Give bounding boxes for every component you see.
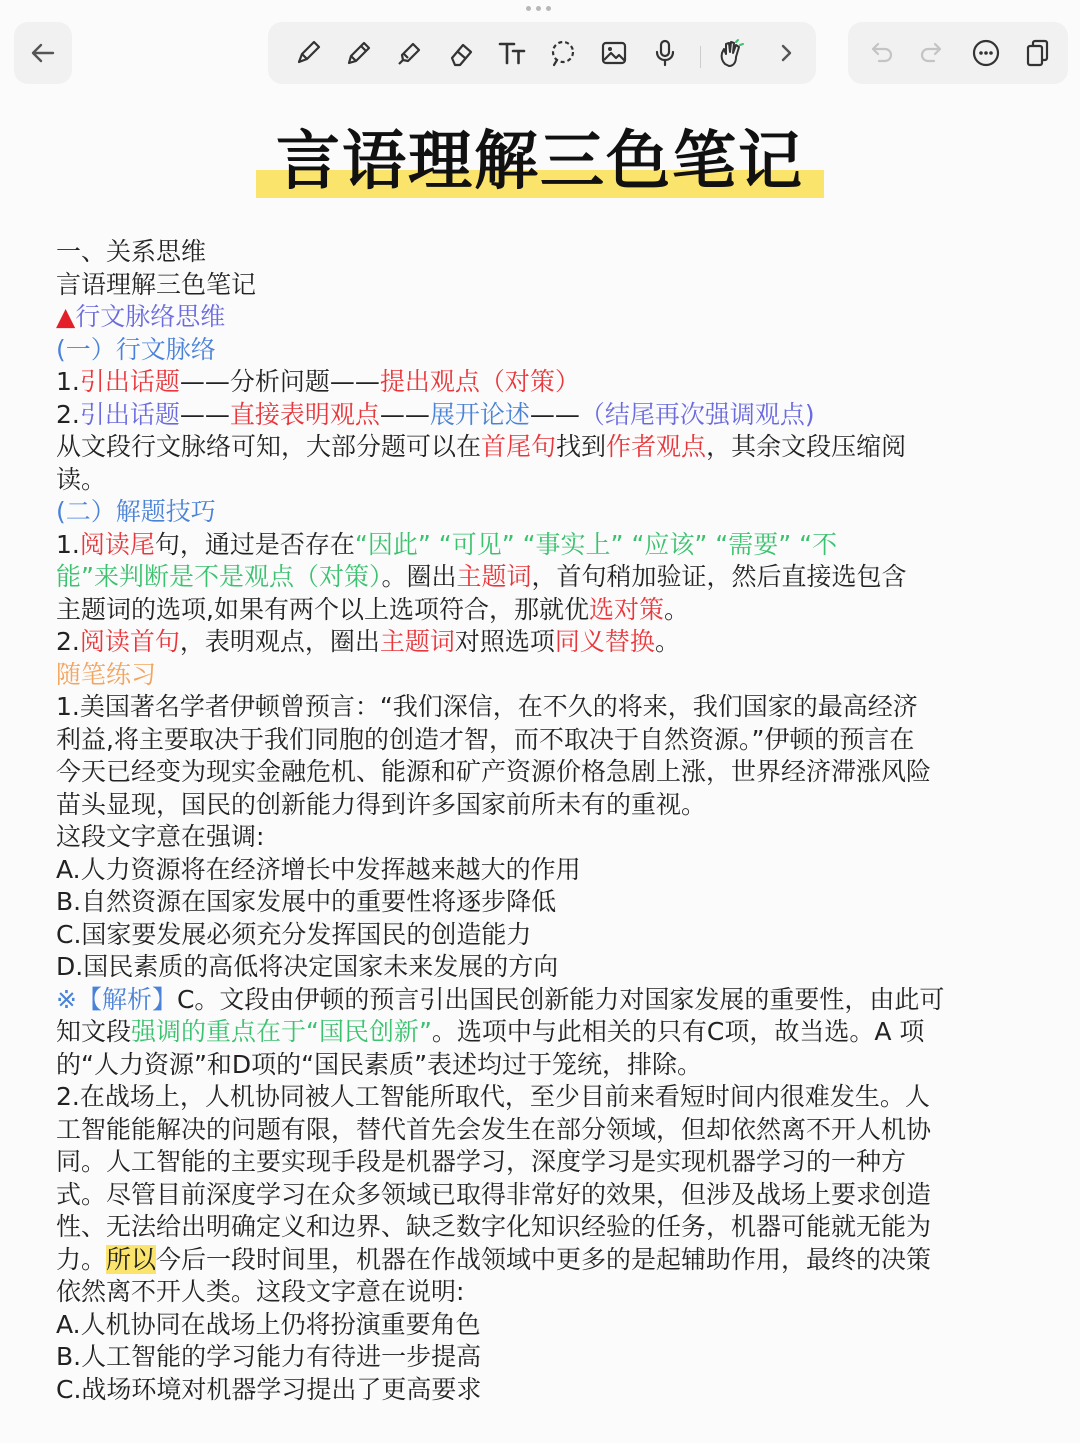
text: 对照选项: [454, 627, 555, 656]
answer-1-line-2: [56, 1016, 1036, 1049]
text: ——: [179, 399, 230, 429]
undo-button[interactable]: [862, 35, 898, 71]
text: 1.: [56, 367, 80, 396]
pages-button[interactable]: [1019, 35, 1055, 71]
text: 句，通过是否存在: [154, 529, 355, 559]
question-1-line: 利益,将主要取决于我们同胞的创造才智，而不取决于自然资源。”伊顿的预言在: [56, 724, 915, 754]
text: 主题词的选项,如果有两个以上选项符合，那就优: [56, 594, 589, 624]
text: 。选项中与此相关的只有C项，故当选。A 项: [431, 1017, 925, 1046]
image-icon: [599, 38, 629, 68]
blue-text: 展开论述: [429, 399, 530, 429]
text: 知文段: [56, 1017, 132, 1046]
triangle-marker: ▲: [56, 302, 76, 331]
tip-line-3: [56, 594, 1036, 627]
pencil-icon: [344, 38, 374, 68]
red-text: 阅读尾: [79, 529, 155, 559]
note-title-text: 言语理解三色笔记: [276, 125, 804, 199]
more-tools-button[interactable]: [768, 35, 804, 71]
question-2-line: 同。人工智能的主要实现手段是机器学习，深度学习是实现机器学习的一种方: [56, 1147, 907, 1176]
violet-text: （结尾再次强调观点): [579, 399, 815, 429]
text: 。: [654, 627, 680, 656]
question-1-option-b: B.自然资源在国家发展中的重要性将逐步降低: [56, 887, 557, 916]
hand-gesture-tool[interactable]: [713, 35, 749, 71]
red-text: 阅读首句: [79, 627, 180, 656]
text-tool[interactable]: [494, 35, 530, 71]
text: ，其余文段压缩阅: [706, 432, 907, 461]
question-1-line: 1.美国著名学者伊顿曾预言：“我们深信，在不久的将来，我们国家的最高经济: [56, 692, 918, 721]
lasso-tool[interactable]: [545, 35, 581, 71]
question-1-option-d: D.国民素质的高低将决定国家未来发展的方向: [56, 952, 559, 981]
green-text: “因此” “可见” “事实上” “应该” “需要” “不: [354, 529, 838, 559]
note-title: [256, 124, 824, 200]
text: 从文段行文脉络可知，大部分题可以在: [56, 432, 482, 461]
redo-icon: [918, 38, 948, 68]
question-2-highlight-line: [56, 1244, 1036, 1277]
red-text: 选对策: [588, 594, 664, 624]
heading-relation-thinking: 一、关系思维: [56, 237, 207, 266]
question-2-prompt: 依然离不开人类。这段文字意在说明:: [56, 1277, 465, 1306]
eraser-tool[interactable]: [443, 35, 479, 71]
flow-line-2: [56, 399, 1036, 432]
question-1-line: 今天已经变为现实金融危机、能源和矿产资源价格急剧上涨，世界经济滞涨风险: [56, 757, 932, 786]
text: ——: [379, 399, 430, 429]
text: 。: [663, 594, 689, 624]
text: 力。: [56, 1244, 107, 1274]
question-1-line: 苗头显现，国民的创新能力得到许多国家前所未有的重视。: [56, 789, 707, 819]
green-text: 强调的重点在于“国民创新”: [131, 1017, 432, 1046]
text: ——分析问题——: [179, 367, 380, 396]
eraser-icon: [446, 38, 476, 68]
image-tool[interactable]: [596, 35, 632, 71]
highlighter-tool[interactable]: [392, 35, 428, 71]
red-text: 作者观点: [606, 432, 707, 461]
text: 2.: [56, 627, 80, 656]
microphone-tool[interactable]: [647, 35, 683, 71]
red-text: 首尾句: [481, 432, 557, 461]
practice-heading: 随笔练习: [56, 659, 157, 689]
red-text: 直接表明观点: [229, 399, 380, 429]
text: 1.: [56, 529, 80, 559]
question-2-line: 性、无法给出明确定义和边界、缺乏数字化知识经验的任务，机器可能就无能为: [56, 1212, 932, 1241]
violet-text: 引出话题: [79, 399, 180, 429]
highlighted-text: 所以: [106, 1244, 157, 1274]
text: 今后一段时间里，机器在作战领域中更多的是起辅助作用，最终的决策: [156, 1244, 932, 1274]
answer-1-line-1: [56, 984, 1036, 1017]
pages-icon: [1022, 38, 1052, 68]
drag-handle[interactable]: [526, 6, 551, 11]
answer-1-line-3: 的“人力资源”和D项的“国民素质”表述均过于笼统，排除。: [56, 1049, 703, 1079]
red-text: 主题词: [379, 627, 455, 656]
pen-icon: [293, 38, 323, 68]
heading-note-name: 言语理解三色笔记: [56, 269, 257, 299]
more-button[interactable]: [968, 35, 1004, 71]
question-1-option-a: A.人力资源将在经济增长中发挥越来越大的作用: [56, 854, 581, 884]
pencil-tool[interactable]: [341, 35, 377, 71]
question-2-line: 工智能能解决的问题有限，替代首先会发生在部分领域，但却依然离不开人机协: [56, 1114, 932, 1144]
subheading-1: (一）行文脉络: [56, 334, 216, 364]
microphone-icon: [650, 38, 680, 68]
question-2-option-b: B.人工智能的学习能力有待进一步提高: [56, 1342, 482, 1371]
back-pill: [14, 22, 72, 84]
toolbar-divider: [700, 46, 701, 68]
red-text: 主题词: [456, 562, 532, 591]
lasso-icon: [548, 38, 578, 68]
question-2-option-a: A.人机协同在战场上仍将扮演重要角色: [56, 1309, 481, 1339]
text: C。文段由伊顿的预言引出国民创新能力对国家发展的重要性，由此可: [176, 984, 945, 1014]
red-text: 同义替换: [554, 627, 655, 656]
actions-pill: [848, 22, 1068, 84]
question-1-prompt: 这段文字意在强调:: [56, 822, 265, 851]
flow-summary-end: 读。: [56, 464, 107, 494]
note-body: [56, 236, 1036, 1406]
text: 找到: [556, 432, 607, 461]
undo-icon: [865, 38, 895, 68]
question-2-line: 式。尽管目前深度学习在众多领域已取得非常好的效果，但涉及战场上要求创造: [56, 1179, 932, 1209]
question-2-line: 2.在战场上，人机协同被人工智能所取代，至少目前来看短时间内很难发生。人: [56, 1082, 930, 1111]
question-2-option-c: C.战场环境对机器学习提出了更高要求: [56, 1374, 482, 1404]
text: ，首句稍加验证，然后直接选包含: [531, 562, 907, 591]
hand-gesture-icon: [716, 38, 746, 68]
back-button[interactable]: [25, 35, 61, 71]
highlighter-icon: [395, 38, 425, 68]
green-text: 能”来判断是不是观点（对策）: [56, 562, 382, 591]
flow-summary-line: [56, 431, 1036, 464]
red-text: 引出话题: [79, 367, 180, 396]
text-tool-icon: [497, 38, 527, 68]
pen-tool[interactable]: [290, 35, 326, 71]
tip-line-2: [56, 561, 1036, 594]
chevron-right-icon: [771, 38, 801, 68]
tip-line-1: [56, 529, 1036, 562]
text: 2.: [56, 399, 80, 429]
section-label: 行文脉络思维: [75, 302, 226, 331]
text: ——: [529, 399, 580, 429]
red-text: 提出观点（对策）: [379, 367, 580, 396]
arrow-left-icon: [28, 38, 58, 68]
more-icon: [971, 38, 1001, 68]
question-1-option-c: C.国家要发展必须充分发挥国民的创造能力: [56, 919, 532, 949]
redo-button[interactable]: [915, 35, 951, 71]
subheading-2: (二）解题技巧: [56, 497, 216, 526]
text: 。圈出: [381, 562, 457, 591]
flow-line-1: [56, 366, 1036, 399]
section-writing-flow: [56, 301, 1036, 334]
note-title-area: [0, 124, 1080, 200]
tool-palette: [268, 22, 816, 84]
tip-line-4: [56, 626, 1036, 659]
toolbar: [0, 18, 1080, 90]
analysis-label: ※【解析】: [56, 984, 177, 1014]
text: ，表明观点，圈出: [179, 627, 380, 656]
